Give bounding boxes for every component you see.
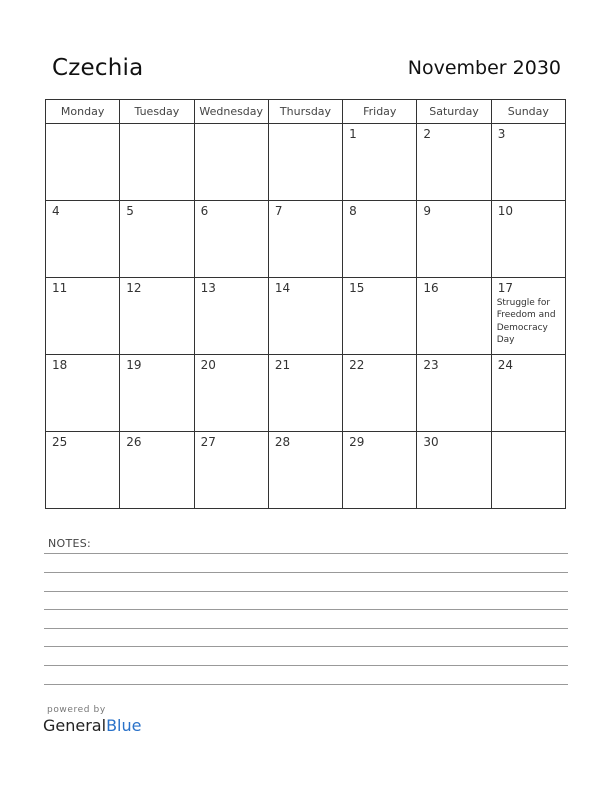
day-number: 10 (497, 204, 513, 218)
notes-line (44, 628, 568, 629)
day-number: 16 (423, 281, 439, 295)
day-number: 25 (52, 435, 68, 449)
day-cell (46, 201, 120, 278)
day-cell (194, 278, 268, 355)
day-cell (491, 201, 565, 278)
day-cell-holiday (491, 278, 565, 355)
day-cell (120, 355, 194, 432)
notes-line (44, 684, 568, 685)
notes-line (44, 646, 568, 647)
brand-general: General (43, 716, 107, 735)
notes-line (44, 591, 568, 592)
week-row (46, 124, 566, 201)
day-cell (491, 124, 565, 201)
day-number: 17 (497, 281, 513, 295)
day-cell (194, 432, 268, 509)
day-number (120, 124, 193, 127)
day-number: 3 (497, 127, 506, 141)
day-number: 29 (349, 435, 365, 449)
day-cell (46, 355, 120, 432)
month-year-title: November 2030 (407, 57, 561, 79)
week-row (46, 355, 566, 432)
day-number: 7 (274, 204, 283, 218)
week-row (46, 278, 566, 355)
weekday-monday: Monday (46, 100, 120, 124)
notes-label: NOTES: (48, 537, 92, 550)
notes-line (44, 609, 568, 610)
day-cell (120, 201, 194, 278)
day-cell (268, 278, 342, 355)
day-number (492, 432, 565, 435)
weekday-tuesday: Tuesday (120, 100, 194, 124)
day-cell (343, 355, 417, 432)
day-number: 22 (349, 358, 365, 372)
day-number: 1 (349, 127, 357, 141)
day-cell (417, 432, 491, 509)
weekday-friday: Friday (343, 100, 417, 124)
day-cell (343, 124, 417, 201)
day-number (195, 124, 268, 127)
day-number: 23 (423, 358, 439, 372)
day-cell (46, 124, 120, 201)
day-number: 11 (52, 281, 68, 295)
day-number: 18 (52, 358, 68, 372)
week-row (46, 432, 566, 509)
day-cell (120, 432, 194, 509)
day-number (269, 124, 342, 127)
day-number: 28 (274, 435, 291, 449)
day-number: 15 (349, 281, 365, 295)
day-cell (268, 432, 342, 509)
brand-blue: Blue (106, 716, 142, 735)
day-cell (343, 278, 417, 355)
day-cell (46, 432, 120, 509)
weekday-saturday: Saturday (417, 100, 491, 124)
day-number: 30 (423, 435, 439, 449)
day-cell (491, 432, 565, 509)
day-cell (268, 124, 342, 201)
day-cell (268, 355, 342, 432)
day-number: 4 (52, 204, 60, 218)
day-cell (194, 355, 268, 432)
day-cell (46, 278, 120, 355)
day-number: 24 (497, 358, 513, 372)
weekday-sunday: Sunday (491, 100, 565, 124)
day-number: 2 (423, 127, 432, 141)
day-number (46, 124, 119, 127)
day-number: 13 (200, 281, 216, 295)
powered-by-text: powered by (47, 705, 106, 715)
notes-line (44, 572, 568, 573)
holiday-label: Struggle for Freedom and Democracy Day (496, 298, 556, 346)
day-number: 14 (274, 281, 291, 295)
notes-line (44, 665, 568, 666)
day-number: 19 (126, 358, 142, 372)
weekday-header-row (46, 100, 566, 124)
day-number: 21 (274, 358, 291, 372)
day-number: 9 (423, 204, 432, 218)
day-number: 12 (126, 281, 142, 295)
day-number: 5 (126, 204, 134, 218)
day-cell (268, 201, 342, 278)
day-cell (343, 201, 417, 278)
day-cell (417, 355, 491, 432)
day-cell (194, 201, 268, 278)
week-row (46, 201, 566, 278)
calendar-grid (45, 99, 566, 509)
day-cell (417, 278, 491, 355)
day-cell (120, 278, 194, 355)
day-number: 27 (200, 435, 216, 449)
day-number: 26 (126, 435, 142, 449)
generalblue-logo (43, 716, 141, 735)
day-number: 20 (200, 358, 216, 372)
day-cell (343, 432, 417, 509)
weekday-wednesday: Wednesday (194, 100, 268, 124)
day-number: 6 (200, 204, 209, 218)
weekday-thursday: Thursday (268, 100, 342, 124)
day-number: 8 (349, 204, 357, 218)
country-title: Czechia (52, 55, 144, 81)
day-cell (120, 124, 194, 201)
notes-line (44, 553, 568, 554)
day-cell (417, 201, 491, 278)
day-cell (417, 124, 491, 201)
day-cell (194, 124, 268, 201)
day-cell (491, 355, 565, 432)
